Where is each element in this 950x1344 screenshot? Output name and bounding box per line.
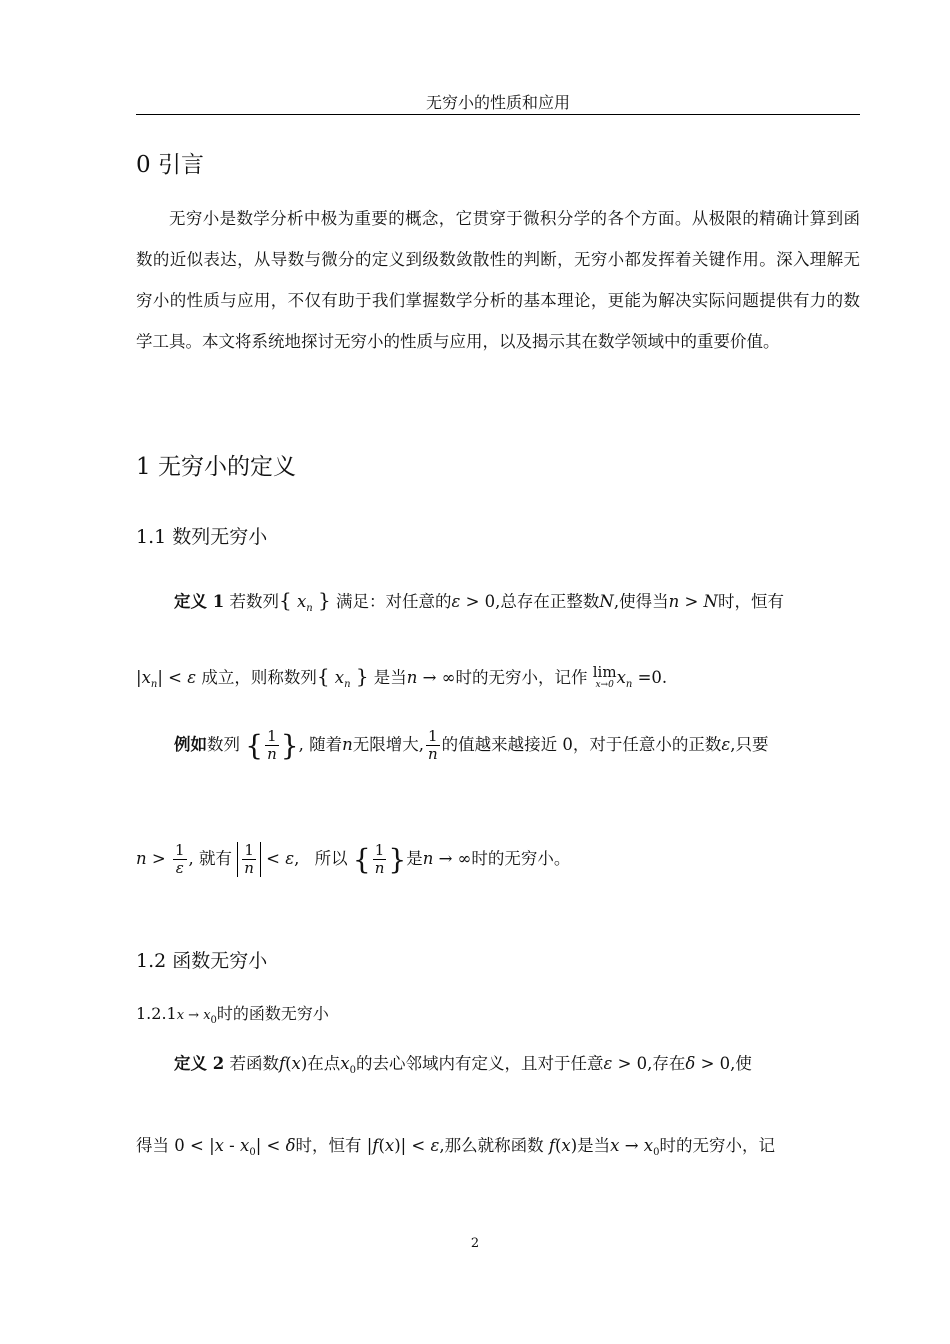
math-eps-gt-0-2: ε	[603, 1054, 613, 1073]
section-1-1-heading: 1.1 数列无穷小	[136, 526, 268, 548]
page-number: 2	[470, 1236, 480, 1251]
section-0-heading: 0 引言	[136, 152, 204, 178]
math-n: n	[342, 735, 353, 754]
math-abs-1-over-n: $\frac{1}{n}$	[237, 842, 261, 877]
example-line-2: n > $\frac{1}{\varepsilon}$ , 就有 $\frac{1}{n}$ < ε, 所以 { $\frac{1}{n}$ }是n → ∞时的无穷小。	[136, 841, 571, 877]
math-f-of-x-2: f	[548, 1136, 555, 1155]
math-deleted-neighborhood: $0 < |x - x_0| < \delta$	[174, 1136, 296, 1158]
math-f-of-x: f	[278, 1054, 286, 1073]
math-N: N	[599, 592, 614, 611]
math-x0: x	[340, 1054, 350, 1073]
math-seq-1-over-n: { $\frac{1}{n}$ },	[245, 727, 304, 763]
math-n-to-inf: n	[406, 668, 418, 687]
definition-1-label: 定义 1	[174, 592, 225, 611]
math-n-gt-1-over-eps: n	[136, 849, 147, 868]
section-1-2-1-heading: $1.2.1x \to x_0$时的函数无穷小	[136, 1004, 329, 1026]
definition-2-label: 定义 2	[174, 1054, 225, 1073]
math-eps: ε	[721, 735, 731, 754]
definition-2-line-1: 定义 2 若函数f(x)在点$x_0$的去心邻域内有定义，且对于任意ε > 0,存在δ > 0,使	[174, 1054, 752, 1076]
section-1-heading: 1 无穷小的定义	[136, 454, 296, 480]
math-1-over-n: $\frac{1}{n}$	[427, 727, 438, 763]
math-abs-f-lt-eps: |f(x)| < ε,	[366, 1136, 445, 1155]
running-header: 无穷小的性质和应用	[425, 93, 570, 112]
math-seq-xn-2: { $x_n$ }	[316, 664, 369, 690]
definition-1-line-1: 定义 1 若数列{ $x_n$ } 满足：对任意的ε > 0,总存在正整数N,使得当n > N时，恒有	[174, 588, 784, 614]
intro-text: 无穷小是数学分析中极为重要的概念，它贯穿于微积分学的各个方面。从极限的精确计算到函数的近似表达，从导数与微分的定义到级数敛散性的判断，无穷小都发挥着关键作用。深入理解无穷小的性质与应用，不仅有助于我们掌握数学分析的基本理论，更能为解决实际问题提供有力的数学工具。本文将系统地探讨无穷小的性质与应用，以及揭示其在数学领域中的重要价值。	[136, 209, 860, 351]
section-1-2-heading: 1.2 函数无穷小	[136, 950, 268, 972]
definition-2-line-2: 得当 $0 < |x - x_0| < \delta$时，恒有 |f(x)| < ε,那么就称函数 f(x)是当$x \to x_0$时的无穷小，记	[136, 1136, 775, 1158]
math-n-to-inf-2: n	[422, 849, 434, 868]
math-n-gt-N: n	[668, 592, 680, 611]
definition-1-line-2: $|x_n| < \varepsilon$ 成立，则称数列{ $x_n$ } 是当n → ∞时的无穷小，记作 lim x→0 $x_n =0$.	[136, 662, 668, 690]
math-abs-xn-lt-eps: $|x_n| < \varepsilon$	[136, 668, 197, 690]
math-seq-1-over-n-2: { $\frac{1}{n}$ }	[352, 841, 407, 877]
intro-paragraph	[136, 198, 860, 362]
math-x-to-x0: $x \to x_0$	[176, 1008, 217, 1026]
example-label: 例如	[174, 735, 207, 754]
math-seq-xn: { $x_n$ }	[278, 588, 331, 614]
math-x-to-x0-2: x	[610, 1136, 620, 1155]
math-delta-gt-0: δ	[685, 1054, 696, 1073]
math-lim: lim x→0	[592, 662, 617, 690]
header-rule	[136, 114, 860, 115]
example-line-1: 例如数列 { $\frac{1}{n}$ }, 随着n无限增大, $\frac{1}{n}$ 的值越来越接近 0，对于任意小的正数ε,只要	[174, 727, 769, 763]
math-eps-gt-0: ε	[451, 592, 461, 611]
